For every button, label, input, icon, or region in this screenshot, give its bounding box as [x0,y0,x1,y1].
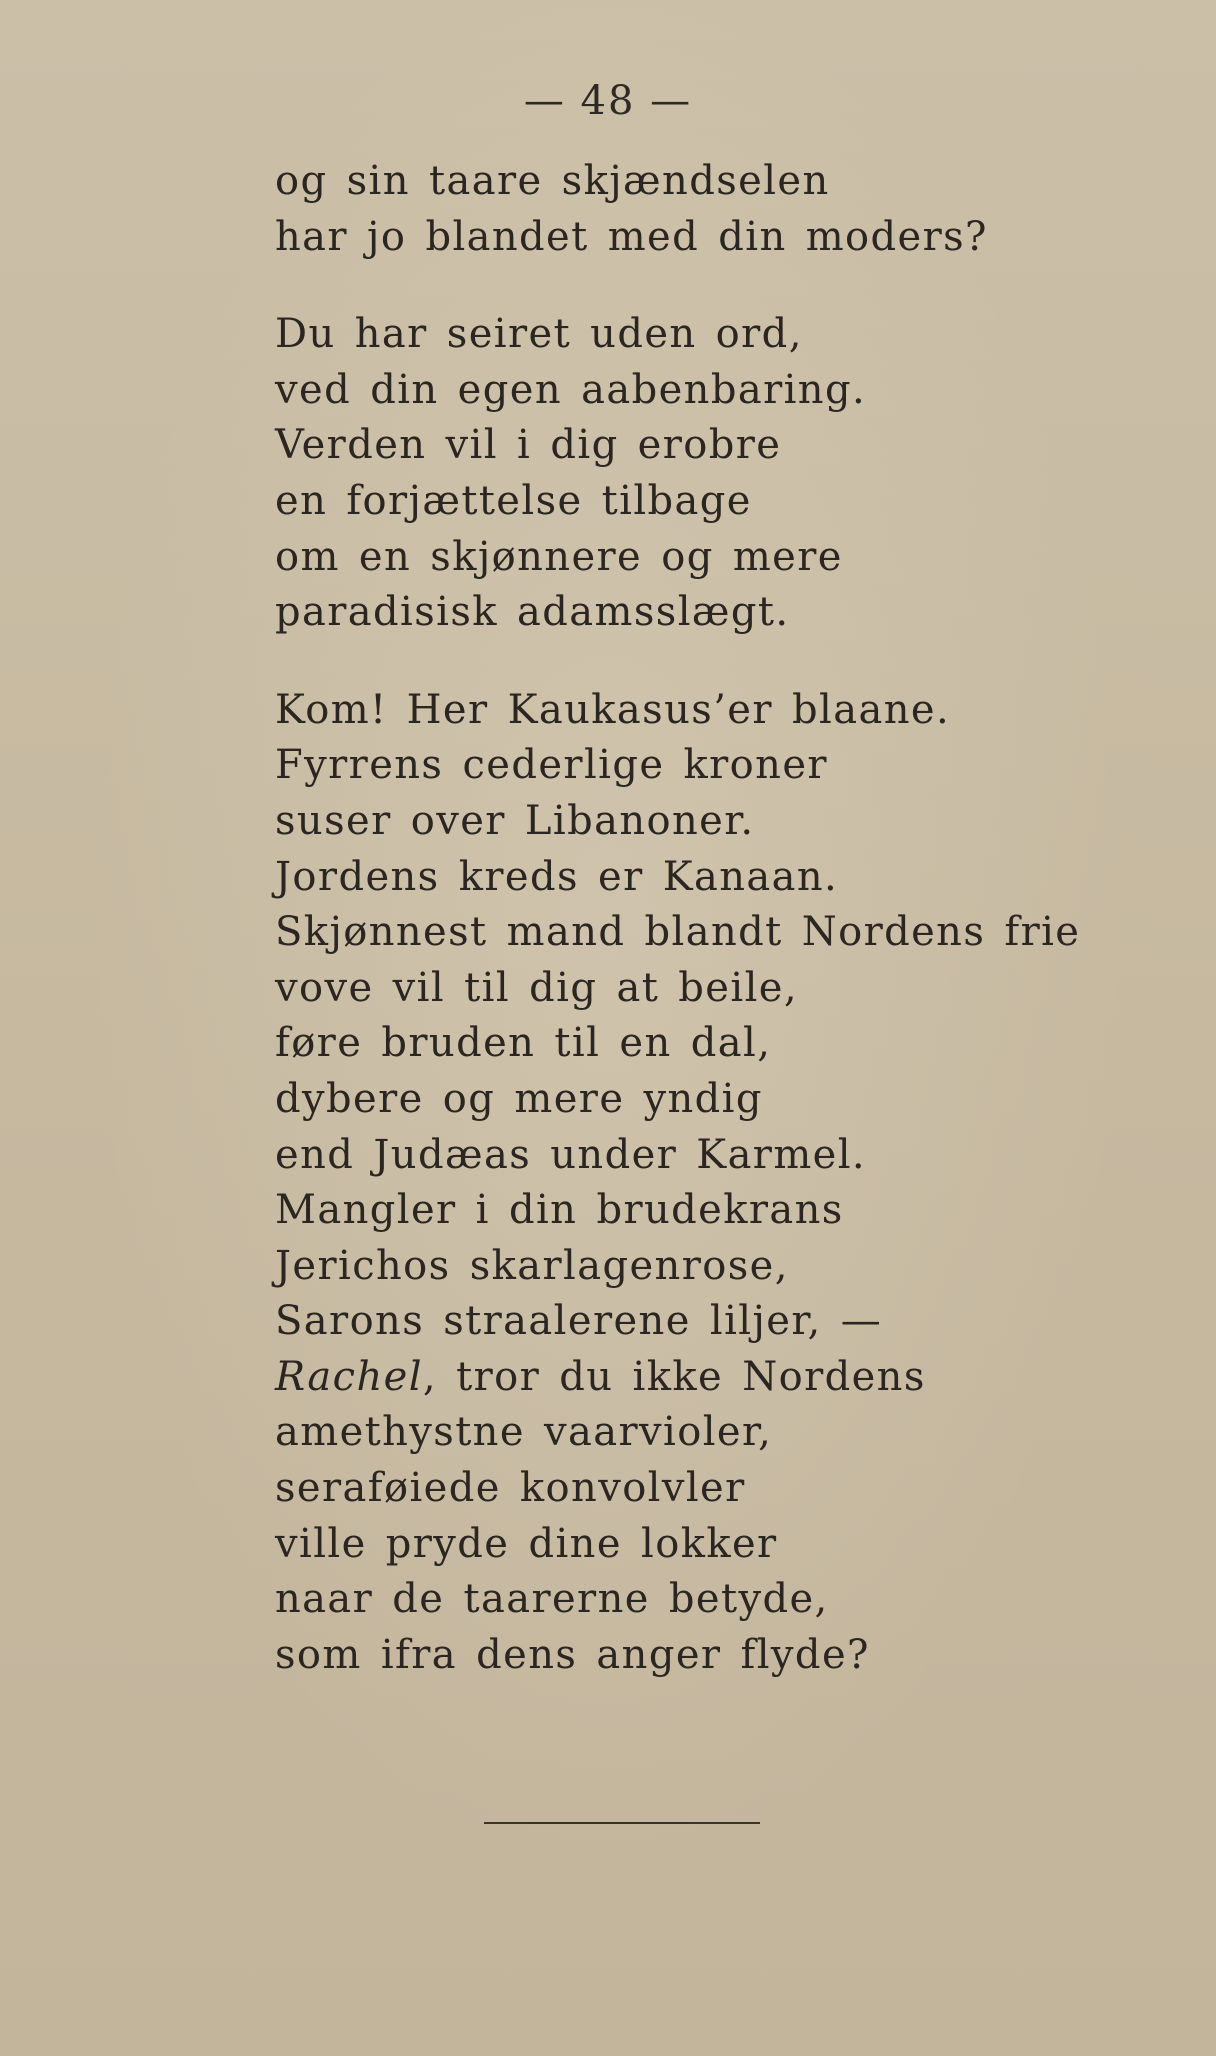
poem-line: Jerichos skarlagenrose, [275,1242,789,1289]
poem-line: Skjønnest mand blandt Nordens frie [275,909,1081,956]
poem-line: end Judæas under Karmel. [275,1131,867,1178]
poem-line: har jo blandet med din moders? [275,213,988,260]
poem-line: føre bruden til en dal, [275,1020,772,1067]
poem-line: Kom! Her Kaukasus’er blaane. [275,686,951,733]
page-number: — 48 — [523,78,693,124]
section-divider [484,1822,760,1824]
poem-line: suser over Libanoner. [275,797,755,844]
poem-line: Sarons straalerene liljer, — [275,1298,883,1345]
poem-line: og sin taare skjændselen [275,158,830,204]
poem-line: paradisisk adamsslægt. [275,589,790,636]
poem-line [275,1350,1175,1406]
poem-line: som ifra dens anger flyde? [275,1631,870,1678]
stanza-1 [275,154,1175,265]
poem-line: naar de taarerne betyde, [275,1576,829,1623]
poem-line: Verden vil i dig erobre [275,422,782,469]
poem-line: ved din egen aabenbaring. [275,366,867,413]
poem-line: en forjættelse tilbage [275,477,752,524]
poem-text [275,154,1175,1725]
poem-line: Du har seiret uden ord, [275,311,803,358]
poem-line: om en skjønnere og mere [275,533,843,580]
poem-line: amethystne vaarvioler, [275,1409,773,1456]
poem-line: vove vil til dig at beile, [275,964,798,1011]
stanza-3 [275,683,1175,1684]
italic-name: Rachel [275,1353,423,1400]
poem-line: Jordens kreds er Kanaan. [275,853,839,900]
poem-line: ville pryde dine lokker [275,1520,778,1567]
poem-line: seraføiede konvolvler [275,1465,746,1512]
stanza-2 [275,307,1175,641]
poem-line: Fyrrens cederlige kroner [275,742,828,789]
poem-line: dybere og mere yndig [275,1075,763,1122]
poem-line-rest: , tror du ikke Nordens [422,1353,926,1400]
poem-line: Mangler i din brudekrans [275,1187,844,1234]
